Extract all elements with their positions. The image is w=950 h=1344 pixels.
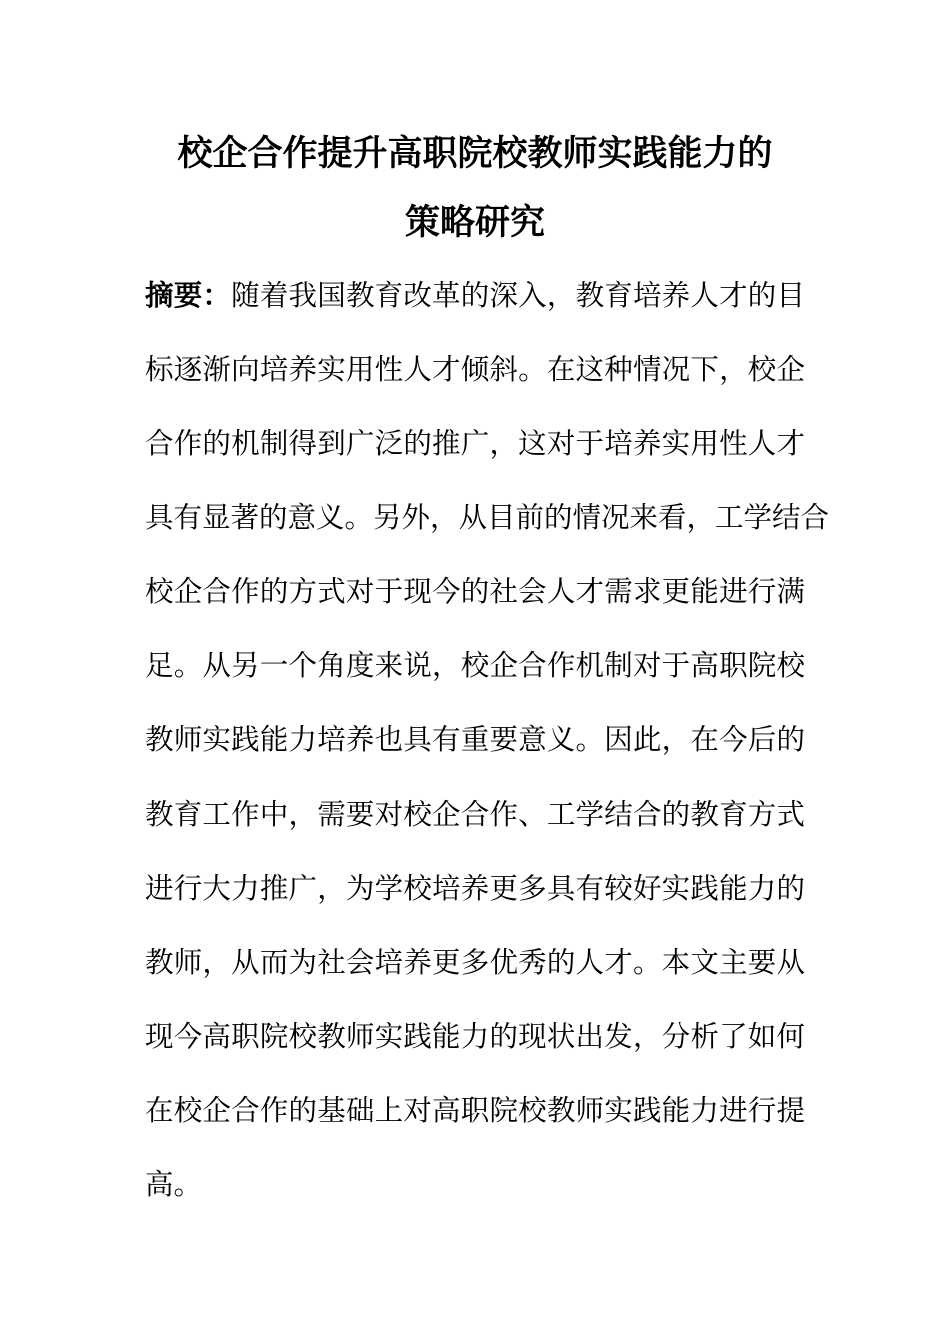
abstract-line-2: 标逐渐向培养实用性人才倾斜。在这种情况下，校企	[145, 353, 805, 386]
document-title-line-2: 策略研究	[404, 203, 545, 243]
abstract-line-3: 合作的机制得到广泛的推广，这对于培养实用性人才	[145, 427, 805, 460]
abstract-line-10: 教师，从而为社会培养更多优秀的人才。本文主要从	[145, 946, 805, 979]
abstract-line-13: 高。	[145, 1168, 203, 1201]
abstract-line-11: 现今高职院校教师实践能力的现状出发，分析了如何	[145, 1020, 805, 1053]
abstract-line-9: 进行大力推广，为学校培养更多具有较好实践能力的	[145, 872, 805, 905]
abstract-label: 摘要：	[145, 279, 232, 312]
abstract-line-6: 足。从另一个角度来说，校企合作机制对于高职院校	[145, 649, 805, 682]
document-title-line-1: 校企合作提升高职院校教师实践能力的	[177, 134, 773, 174]
abstract-line-7: 教师实践能力培养也具有重要意义。因此，在今后的	[145, 723, 805, 756]
abstract-line-4: 具有显著的意义。另外，从目前的情况来看，工学结合	[145, 501, 830, 534]
abstract-line-5: 校企合作的方式对于现今的社会人才需求更能进行满	[145, 575, 805, 608]
abstract-line-1	[145, 278, 805, 314]
abstract-line-12: 在校企合作的基础上对高职院校教师实践能力进行提	[145, 1094, 805, 1127]
abstract-line-8: 教育工作中，需要对校企合作、工学结合的教育方式	[145, 798, 805, 831]
abstract-line-1-text: 随着我国教育改革的深入，教育培养人才的目	[231, 279, 805, 312]
